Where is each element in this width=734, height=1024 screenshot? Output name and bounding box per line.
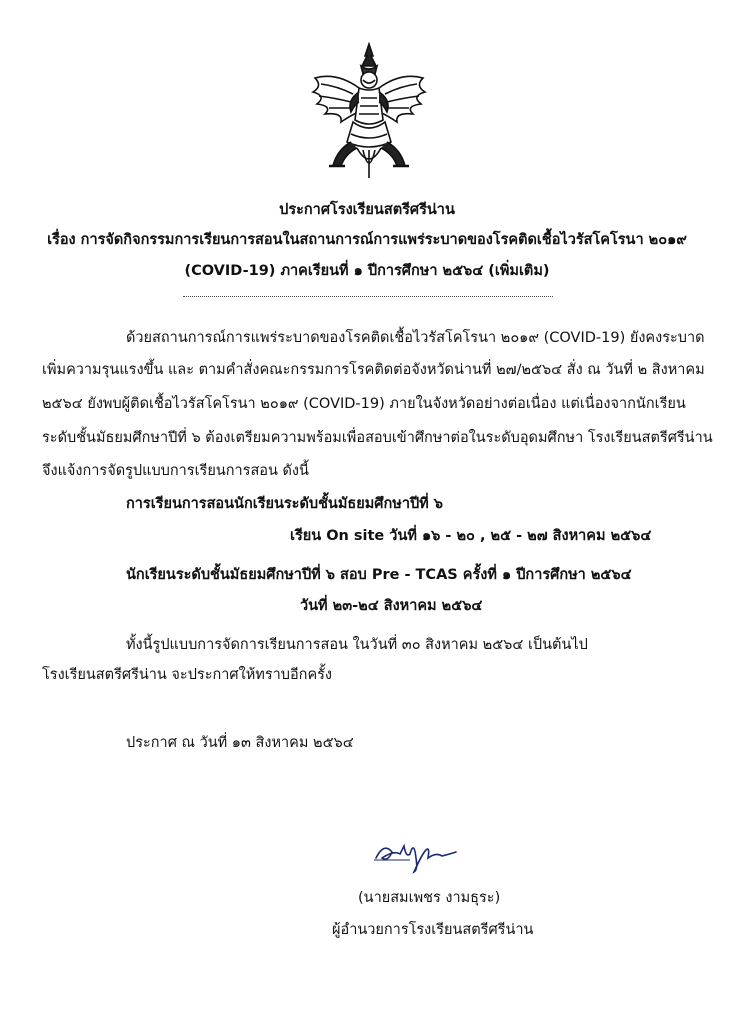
announcement-title: ประกาศโรงเรียนสตรีศรีน่าน	[279, 202, 455, 218]
signer-position: ผู้อำนวยการโรงเรียนสตรีศรีน่าน	[332, 922, 534, 938]
signer-name: (นายสมเพชร งามธุระ)	[358, 890, 501, 906]
paragraph-1-line-5: จึงแจ้งการจัดรูปแบบการเรียนการสอน ดังนี้	[42, 463, 309, 479]
pre-tcas-line-1: นักเรียนระดับชั้นมัธยมศึกษาปีที่ ๖ สอบ Pre - TCAS ครั้งที่ ๑ ปีการศึกษา ๒๕๖๔	[126, 567, 632, 583]
paragraph-1-line-1: ด้วยสถานการณ์การแพร่ระบาดของโรคติดเชื้อไวรัสโคโรนา ๒๐๑๙ (COVID-19) ยังคงระบาด	[126, 330, 705, 346]
subject-line-2: (COVID-19) ภาคเรียนที่ ๑ ปีการศึกษา ๒๕๖๔ (เพิ่มเติม)	[184, 263, 550, 279]
paragraph-1-line-4: ระดับชั้นมัธยมศึกษาปีที่ ๖ ต้องเตรียมความพร้อมเพื่อสอบเข้าศึกษาต่อในระดับอุดมศึกษา โรงเรียนสตรีศรีน่าน	[42, 430, 713, 446]
signature-icon	[370, 828, 460, 874]
announcement-date: ประกาศ ณ วันที่ ๑๓ สิงหาคม ๒๕๖๔	[126, 735, 354, 751]
pre-tcas-line-2: วันที่ ๒๓-๒๔ สิงหาคม ๒๕๖๔	[300, 598, 483, 614]
subject-line-1: เรื่อง การจัดกิจกรรมการเรียนการสอนในสถานการณ์การแพร่ระบาดของโรคติดเชื้อไวรัสโคโรนา ๒๐๑๙	[47, 232, 687, 248]
paragraph-2-line-1: ทั้งนี้รูปแบบการจัดการเรียนการสอน ในวันที่ ๓๐ สิงหาคม ๒๕๖๔ เป็นต้นไป	[126, 637, 588, 653]
onsite-schedule: เรียน On site วันที่ ๑๖ - ๒๐ , ๒๕ - ๒๗ สิงหาคม ๒๕๖๔	[290, 528, 652, 544]
paragraph-1-line-3: ๒๕๖๔ ยังพบผู้ติดเชื้อไวรัสโคโรนา ๒๐๑๙ (COVID-19) ภายในจังหวัดอย่างต่อเนื่อง แต่เนื่องจากนักเรียน	[42, 396, 686, 412]
m6-heading: การเรียนการสอนนักเรียนระดับชั้นมัธยมศึกษาปีที่ ๖	[126, 496, 443, 512]
paragraph-1-line-2: เพิ่มความรุนแรงขึ้น และ ตามคำสั่งคณะกรรมการโรคติดต่อจังหวัดน่านที่ ๒๗/๒๕๖๔ สั่ง ณ วันที่ ๒ สิงหาคม	[42, 362, 705, 378]
dotted-divider	[183, 296, 553, 298]
garuda-emblem-icon	[307, 42, 431, 180]
paragraph-2-line-2: โรงเรียนสตรีศรีน่าน จะประกาศให้ทราบอีกครั้ง	[42, 667, 333, 683]
